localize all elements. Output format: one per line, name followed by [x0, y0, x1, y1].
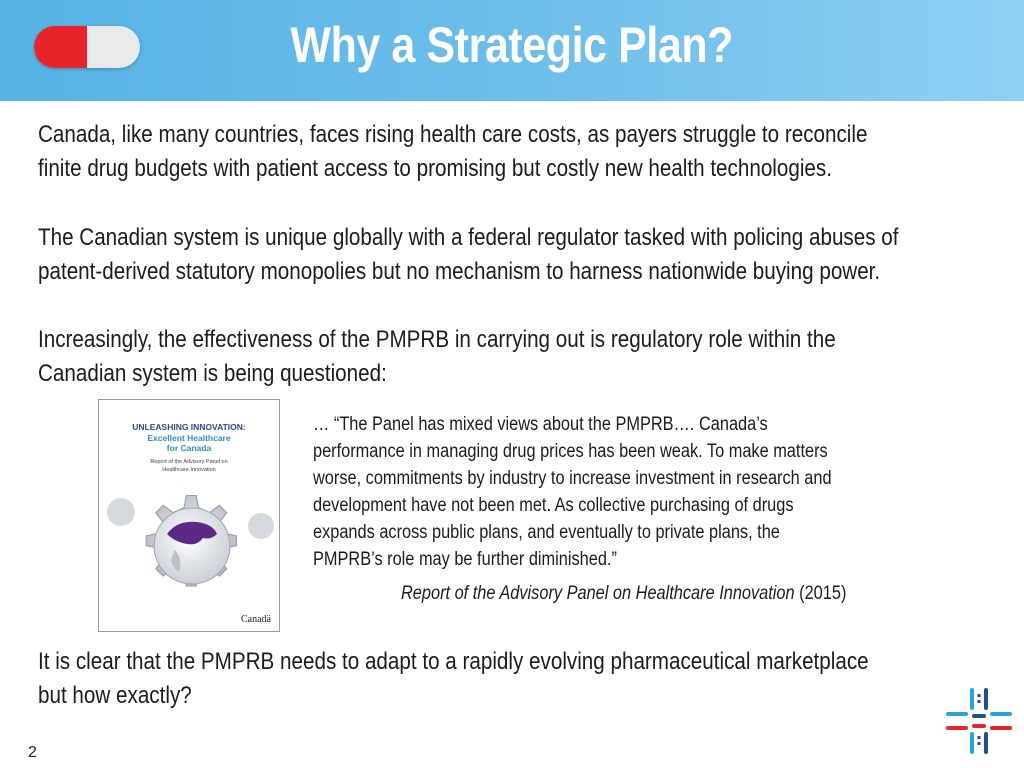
- gear-globe-icon: [105, 482, 275, 602]
- paragraph-canadian-system: The Canadian system is unique globally with a federal regulator tasked with policing abuses of patent-derived statutory monopolies but no mechanism to harness nationwide buying power.: [38, 224, 899, 285]
- page-number: 2: [28, 744, 37, 761]
- paragraph-conclusion: It is clear that the PMPRB needs to adapt to a rapidly evolving pharmaceutical marketplace but how exactly?: [38, 648, 869, 709]
- report-cover-image: [98, 399, 280, 632]
- pmprb-cross-logo-icon: [944, 686, 1014, 756]
- canada-wordmark: Canadä: [241, 614, 271, 625]
- paragraph-effectiveness: Increasingly, the effectiveness of the PMPRB in carrying out is regulatory role within the Canadian system is being questioned:: [38, 326, 836, 387]
- paragraph-rising-costs: Canada, like many countries, faces rising health care costs, as payers struggle to reconcile finite drug budgets with patient access to promising but costly new health technologies.: [38, 121, 868, 182]
- citation-title: Report of the Advisory Panel on Healthcare Innovation: [401, 583, 795, 604]
- citation-year: (2015): [794, 583, 847, 604]
- report-cover-subheading: Excellent Healthcare for Canada: [147, 433, 231, 453]
- slide-title: Why a Strategic Plan?: [290, 17, 734, 73]
- advisory-panel-quote: … “The Panel has mixed views about the PMPRB…. Canada’s performance in managing drug prices has been weak. To make matters worse, commitments by industry to increase investment in research and development have not been met. As collective purchasing of drugs expands across public plans, and eventually to private plans, the PMPRB’s role may be further diminished.”: [313, 414, 832, 570]
- report-cover-caption: Report of the Advisory Panel on Healthcare Innovation: [150, 459, 228, 473]
- report-cover-heading: UNLEASHING INNOVATION:: [132, 422, 246, 432]
- slide-header: [0, 0, 1024, 101]
- quote-citation: [401, 580, 1003, 607]
